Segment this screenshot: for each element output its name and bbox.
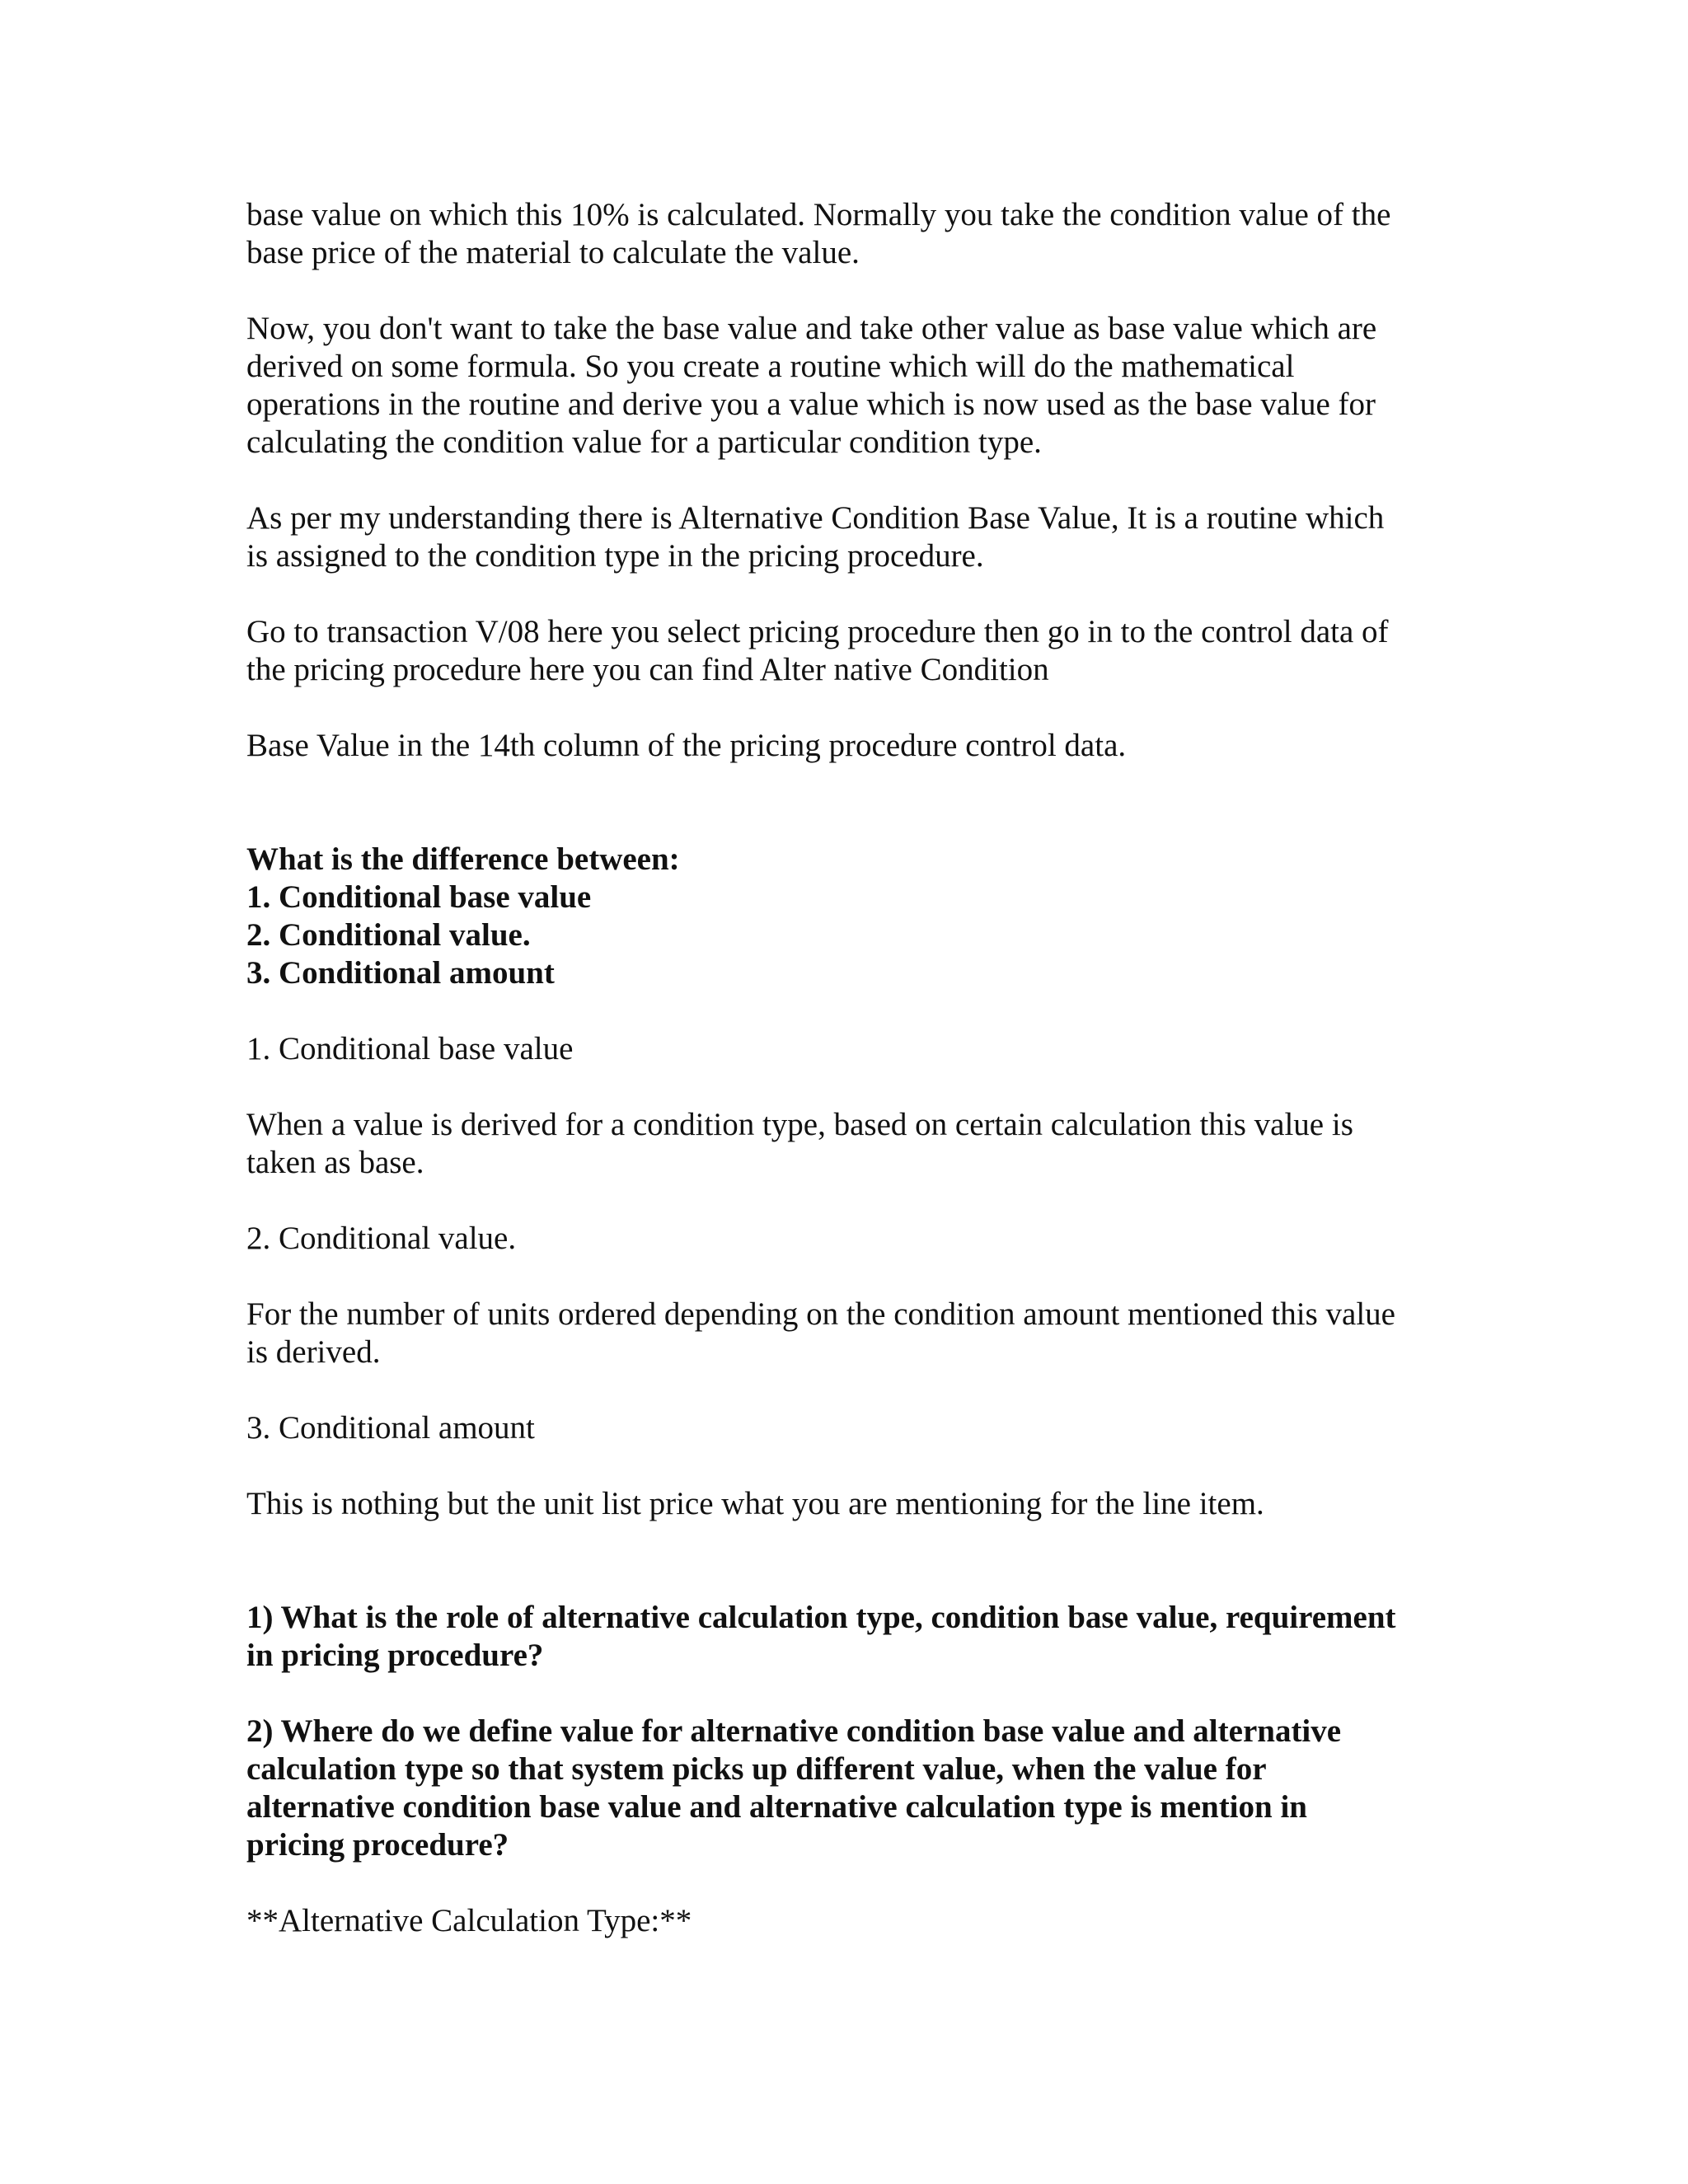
text-line: base value on which this 10% is calculated. Normally you take the condition value of the (246, 197, 1391, 232)
paragraph-routine (246, 310, 1450, 462)
paragraph-base-value (246, 196, 1450, 272)
text-line: 2) Where do we define value for alternative condition base value and alternative (246, 1713, 1342, 1749)
text-line: in pricing procedure? (246, 1638, 544, 1673)
text-line: base price of the material to calculate the value. (246, 235, 860, 270)
question-item: 3. Conditional amount (246, 955, 555, 991)
question-heading-block (246, 841, 1450, 992)
text-line: pricing procedure? (246, 1827, 509, 1863)
text-line: operations in the routine and derive you a value which is now used as the base value for (246, 387, 1376, 422)
text-line: 1) What is the role of alternative calculation type, condition base value, requirement (246, 1600, 1396, 1635)
answer-heading-2 (246, 1220, 1450, 1258)
text-line: 1. Conditional base value (246, 1031, 574, 1066)
text-line: For the number of units ordered depending on the condition amount mentioned this value (246, 1296, 1395, 1332)
answer-text-3 (246, 1485, 1450, 1523)
answer-text-2 (246, 1296, 1450, 1371)
text-line: 2. Conditional value. (246, 1221, 517, 1256)
text-line: This is nothing but the unit list price what you are mentioning for the line item. (246, 1486, 1264, 1521)
text-line: is derived. (246, 1334, 381, 1370)
text-line: **Alternative Calculation Type:** (246, 1903, 692, 1938)
text-line: derived on some formula. So you create a routine which will do the mathematical (246, 349, 1295, 384)
text-line: alternative condition base value and alternative calculation type is mention in (246, 1789, 1307, 1825)
question-heading: What is the difference between: (246, 841, 680, 877)
answer-text-1 (246, 1106, 1450, 1182)
paragraph-column (246, 727, 1450, 765)
text-line: When a value is derived for a condition type, based on certain calculation this value is (246, 1107, 1353, 1142)
text-line: Now, you don't want to take the base value and take other value as base value which are (246, 311, 1377, 346)
question-item: 2. Conditional value. (246, 917, 531, 953)
question-item: 1. Conditional base value (246, 879, 592, 915)
answer-heading-3 (246, 1409, 1450, 1447)
document-body (246, 196, 1450, 1978)
text-line: is assigned to the condition type in the pricing procedure. (246, 538, 984, 574)
question-2 (246, 1713, 1450, 1864)
text-line: Base Value in the 14th column of the pricing procedure control data. (246, 728, 1127, 763)
answer-heading-1 (246, 1030, 1450, 1068)
paragraph-understanding (246, 499, 1450, 575)
text-line: calculating the condition value for a particular condition type. (246, 424, 1042, 460)
text-line: the pricing procedure here you can find Alter native Condition (246, 652, 1049, 687)
paragraph-transaction (246, 613, 1450, 689)
text-line: taken as base. (246, 1145, 424, 1180)
question-1 (246, 1599, 1450, 1675)
text-line: As per my understanding there is Alternative Condition Base Value, It is a routine which (246, 500, 1385, 536)
final-line (246, 1902, 1450, 1940)
text-line: Go to transaction V/08 here you select pricing procedure then go in to the control data of (246, 614, 1389, 649)
text-line: 3. Conditional amount (246, 1410, 535, 1446)
text-line: calculation type so that system picks up different value, when the value for (246, 1751, 1267, 1787)
